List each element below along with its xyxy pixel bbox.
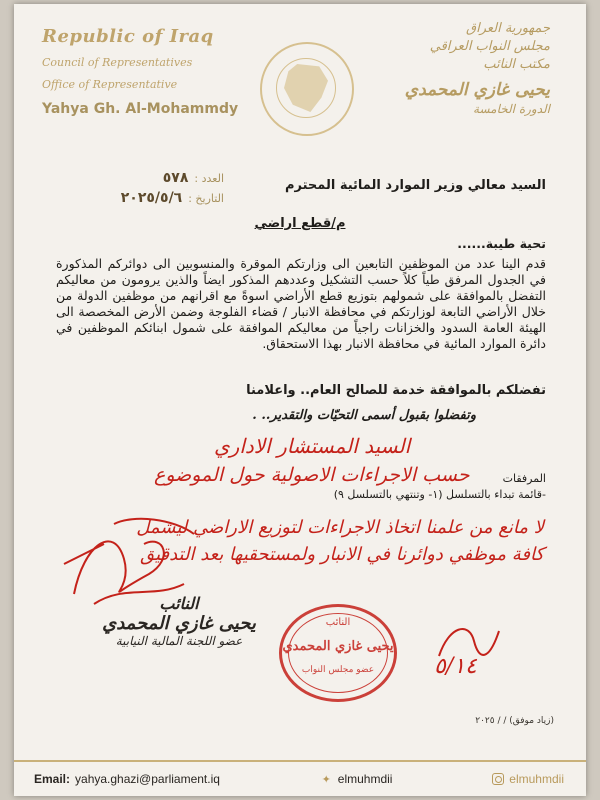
letter-subject: م/قطع اراضي (254, 216, 346, 231)
reference-number-value: ٥٧٨ (162, 170, 189, 186)
letterhead-arabic-session: الدورة الخامسة (473, 102, 550, 116)
reference-date-value: ٢٠٢٥/٥/٦ (120, 190, 183, 206)
letterhead-arabic-name: يحيى غازي المحمدي (404, 80, 550, 100)
enclosures-title: المرفقات (502, 472, 546, 485)
reference-number-label: العدد : (194, 172, 224, 185)
footer-instagram-handle: elmuhmdii (509, 772, 564, 786)
stamp-role: عضو مجلس النواب (301, 665, 375, 675)
iraq-emblem-icon (260, 42, 354, 136)
stamp-title: النائب (325, 617, 351, 628)
handwritten-note-line2: حسب الاجراءات الاصولية حول الموضوع (154, 464, 470, 486)
typist-footnote: (زياد موفق) / / ٢٠٢٥ (475, 716, 554, 726)
letter-greeting: تحية طيبة...... (457, 236, 546, 251)
letter-closing-request: تفضلكم بالموافقة خدمة للصالح العام.. واعلامنا (246, 383, 546, 398)
official-stamp (279, 604, 397, 702)
signature-block (94, 594, 264, 648)
footer-email (34, 772, 220, 786)
letterhead-council: Council of Representatives (42, 56, 193, 69)
enclosures-item: -قائمة تبداء بالتسلسل (١- وتنتهي بالتسلسل ٩) (333, 488, 546, 501)
letter-footer (14, 760, 586, 796)
footer-twitter-handle: elmuhmdii (337, 772, 393, 786)
reference-date-label: التاريخ : (188, 192, 224, 205)
stamp-name: يحيى غازي المحمدي (282, 639, 394, 654)
handwritten-date: ٥/١٤ (434, 654, 477, 679)
handwritten-note-line3: لا مانع من علمنا اتخاذ الاجراءات لتوزيع الاراضي ليشمل كافة موظفي دوائرنا في الانبار ولمستحقيها بعد التدقيق (136, 517, 544, 565)
instagram-icon (492, 773, 504, 785)
letterhead-english (42, 26, 262, 117)
footer-instagram (492, 772, 564, 786)
signature-name: يحيى غازي المحمدي (102, 613, 256, 634)
signature-role: عضو اللجنة المالية النيابية (115, 634, 243, 648)
letterhead-arabic-council: مجلس النواب العراقي (429, 39, 550, 54)
letterhead-country: Republic of Iraq (42, 26, 214, 47)
twitter-icon: ✦ (321, 773, 331, 786)
letter-body: قدم الينا عدد من الموظفين التابعين الى وزارتكم الموقرة والمنسوبين الى دوائركم المذكورة في الجدول المرفق طياً كلاً حسب التشكيل وعددهم المذكور ايضاً والذين يرومون من معاليكم التفضل بالموافقة على شمولهم بتوزيع قطع الأراضي اسوةً مع اقرانهم من موظفين الدولة من خلال الأراضي التابعة لوزارتكم في محافظة الانبار / قضاء الفلوجة وضمن الأرض المخصصة الى الهيئة العامة السدود والخزانات راجياً من معاليكم الموافقة على شمول ابنائكم الموظفين في دائرة الموارد المائية في محافظة الانبار بهذا الاستحقاق. (56, 256, 546, 351)
letterhead-arabic (380, 20, 550, 116)
letterhead-representative-name: Yahya Gh. Al-Mohammdy (42, 101, 239, 117)
handwritten-note-line1: السيد المستشار الاداري (214, 434, 411, 458)
letter-addressee: السيد معالي وزير الموارد المائية المحترم (284, 178, 546, 193)
letter-page (14, 4, 586, 796)
footer-email-address: yahya.ghazi@parliament.iq (75, 772, 220, 786)
letterhead-arabic-office: مكتب النائب (483, 57, 550, 72)
footer-twitter (320, 772, 393, 786)
letterhead-office: Office of Representative (42, 78, 178, 91)
signature-title: النائب (159, 594, 199, 613)
letterhead-arabic-country: جمهورية العراق (466, 21, 550, 36)
footer-email-label: Email: (34, 772, 71, 786)
letter-closing-regards: وتفضلوا بقبول أسمى التحيّات والتقدير.. . (252, 408, 476, 423)
